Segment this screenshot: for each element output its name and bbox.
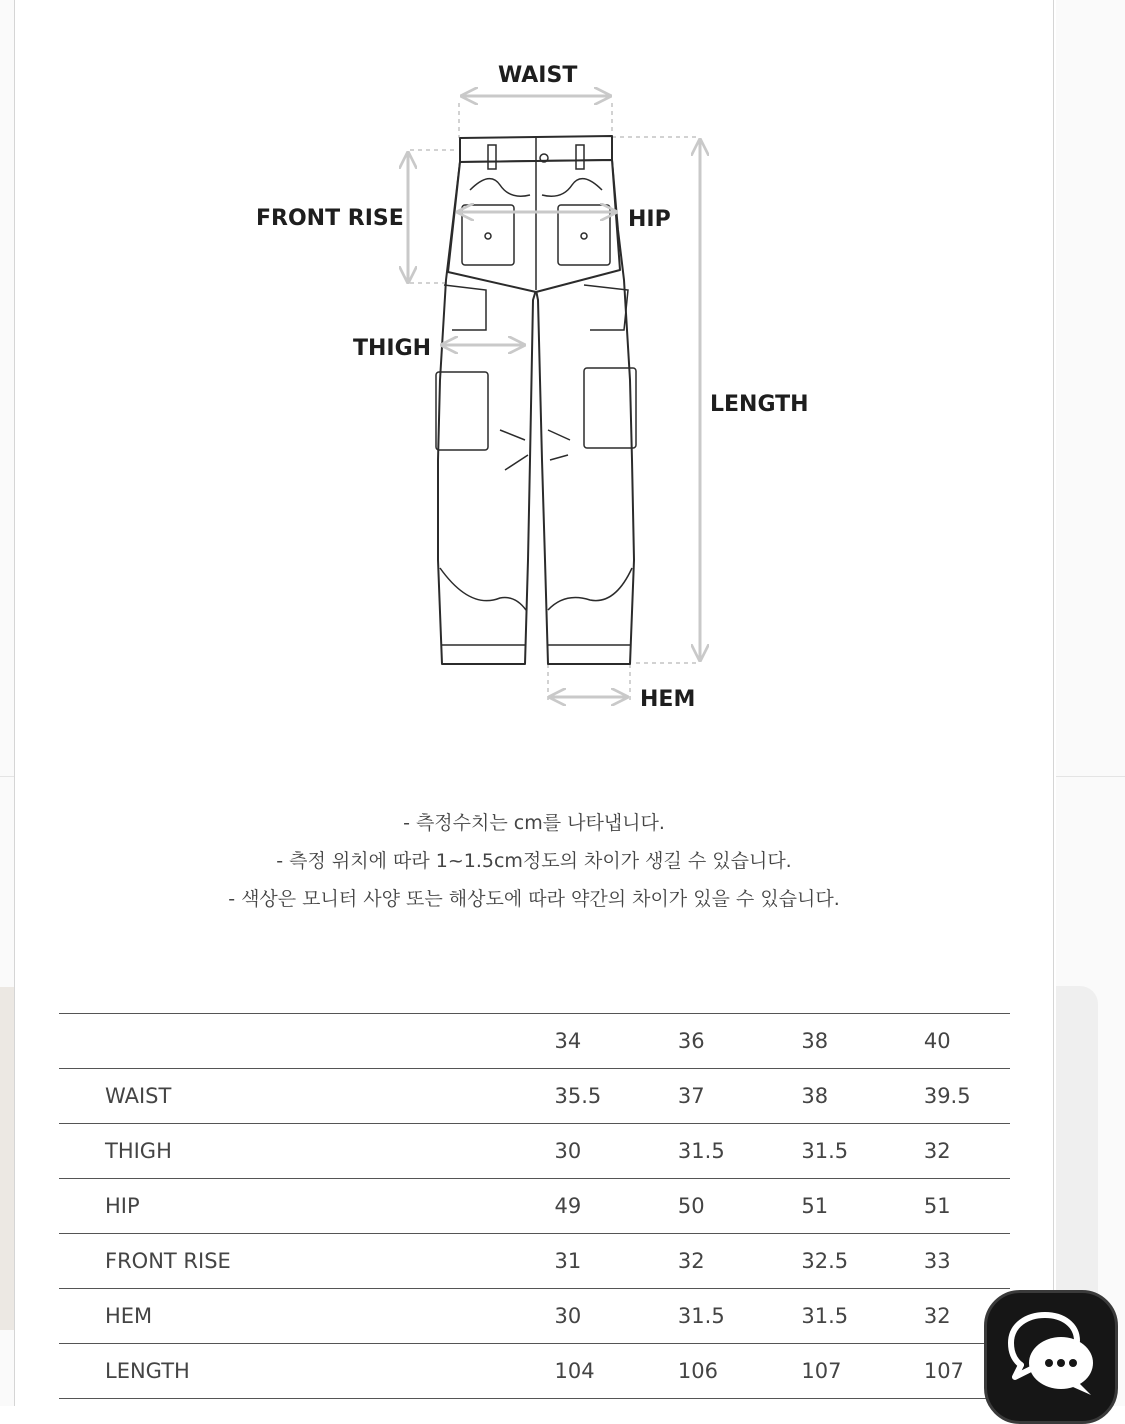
table-cell: 106 — [678, 1344, 801, 1399]
table-row — [59, 1069, 1010, 1124]
table-cell: 31.5 — [801, 1124, 923, 1179]
row-label: FRONT RISE — [59, 1234, 555, 1289]
table-row — [59, 1234, 1010, 1289]
table-header-cell — [59, 1014, 555, 1069]
table-row — [59, 1289, 1010, 1344]
label-hip: HIP — [628, 207, 671, 232]
label-thigh: THIGH — [353, 336, 432, 361]
table-cell: 30 — [555, 1289, 678, 1344]
size-table — [59, 1013, 1010, 1399]
table-cell: 51 — [801, 1179, 923, 1234]
table-cell: 104 — [555, 1344, 678, 1399]
background-divider — [1056, 776, 1125, 777]
row-label: THIGH — [59, 1124, 555, 1179]
table-header-cell: 40 — [924, 1014, 1010, 1069]
table-cell: 32 — [924, 1124, 1010, 1179]
table-cell: 32 — [678, 1234, 801, 1289]
table-cell: 33 — [924, 1234, 1010, 1289]
table-row — [59, 1124, 1010, 1179]
label-hem: HEM — [640, 687, 696, 712]
table-cell: 31.5 — [678, 1124, 801, 1179]
table-cell: 32 — [924, 1289, 1010, 1344]
table-cell: 49 — [555, 1179, 678, 1234]
row-label: LENGTH — [59, 1344, 555, 1399]
label-front-rise: FRONT RISE — [256, 206, 404, 231]
table-cell: 51 — [924, 1179, 1010, 1234]
note-line: - 측정수치는 cm를 나타냅니다. — [403, 812, 665, 834]
table-header-cell: 34 — [555, 1014, 678, 1069]
table-cell: 38 — [801, 1069, 923, 1124]
table-cell: 107 — [924, 1344, 1010, 1399]
row-label: WAIST — [59, 1069, 555, 1124]
table-cell: 32.5 — [801, 1234, 923, 1289]
background-thumbnail — [0, 987, 14, 1330]
table-row — [59, 1344, 1010, 1399]
note-line: - 측정 위치에 따라 1~1.5cm정도의 차이가 생길 수 있습니다. — [276, 850, 792, 872]
table-cell: 50 — [678, 1179, 801, 1234]
table-cell: 37 — [678, 1069, 801, 1124]
table-cell: 31.5 — [678, 1289, 801, 1344]
label-waist: WAIST — [498, 63, 578, 88]
chat-bubbles-icon — [1005, 1307, 1101, 1407]
table-header-cell: 36 — [678, 1014, 801, 1069]
table-cell: 30 — [555, 1124, 678, 1179]
table-row — [59, 1179, 1010, 1234]
background-divider — [0, 776, 14, 777]
label-length: LENGTH — [710, 392, 809, 417]
table-header-row — [59, 1014, 1010, 1069]
table-cell: 107 — [801, 1344, 923, 1399]
note-line: - 색상은 모니터 사양 또는 해상도에 따라 약간의 차이가 있을 수 있습니다. — [228, 888, 840, 910]
table-cell: 35.5 — [555, 1069, 678, 1124]
table-header-cell: 38 — [801, 1014, 923, 1069]
row-label: HEM — [59, 1289, 555, 1344]
row-label: HIP — [59, 1179, 555, 1234]
table-cell: 31.5 — [801, 1289, 923, 1344]
table-cell: 39.5 — [924, 1069, 1010, 1124]
chat-button[interactable] — [984, 1290, 1118, 1424]
table-cell: 31 — [555, 1234, 678, 1289]
